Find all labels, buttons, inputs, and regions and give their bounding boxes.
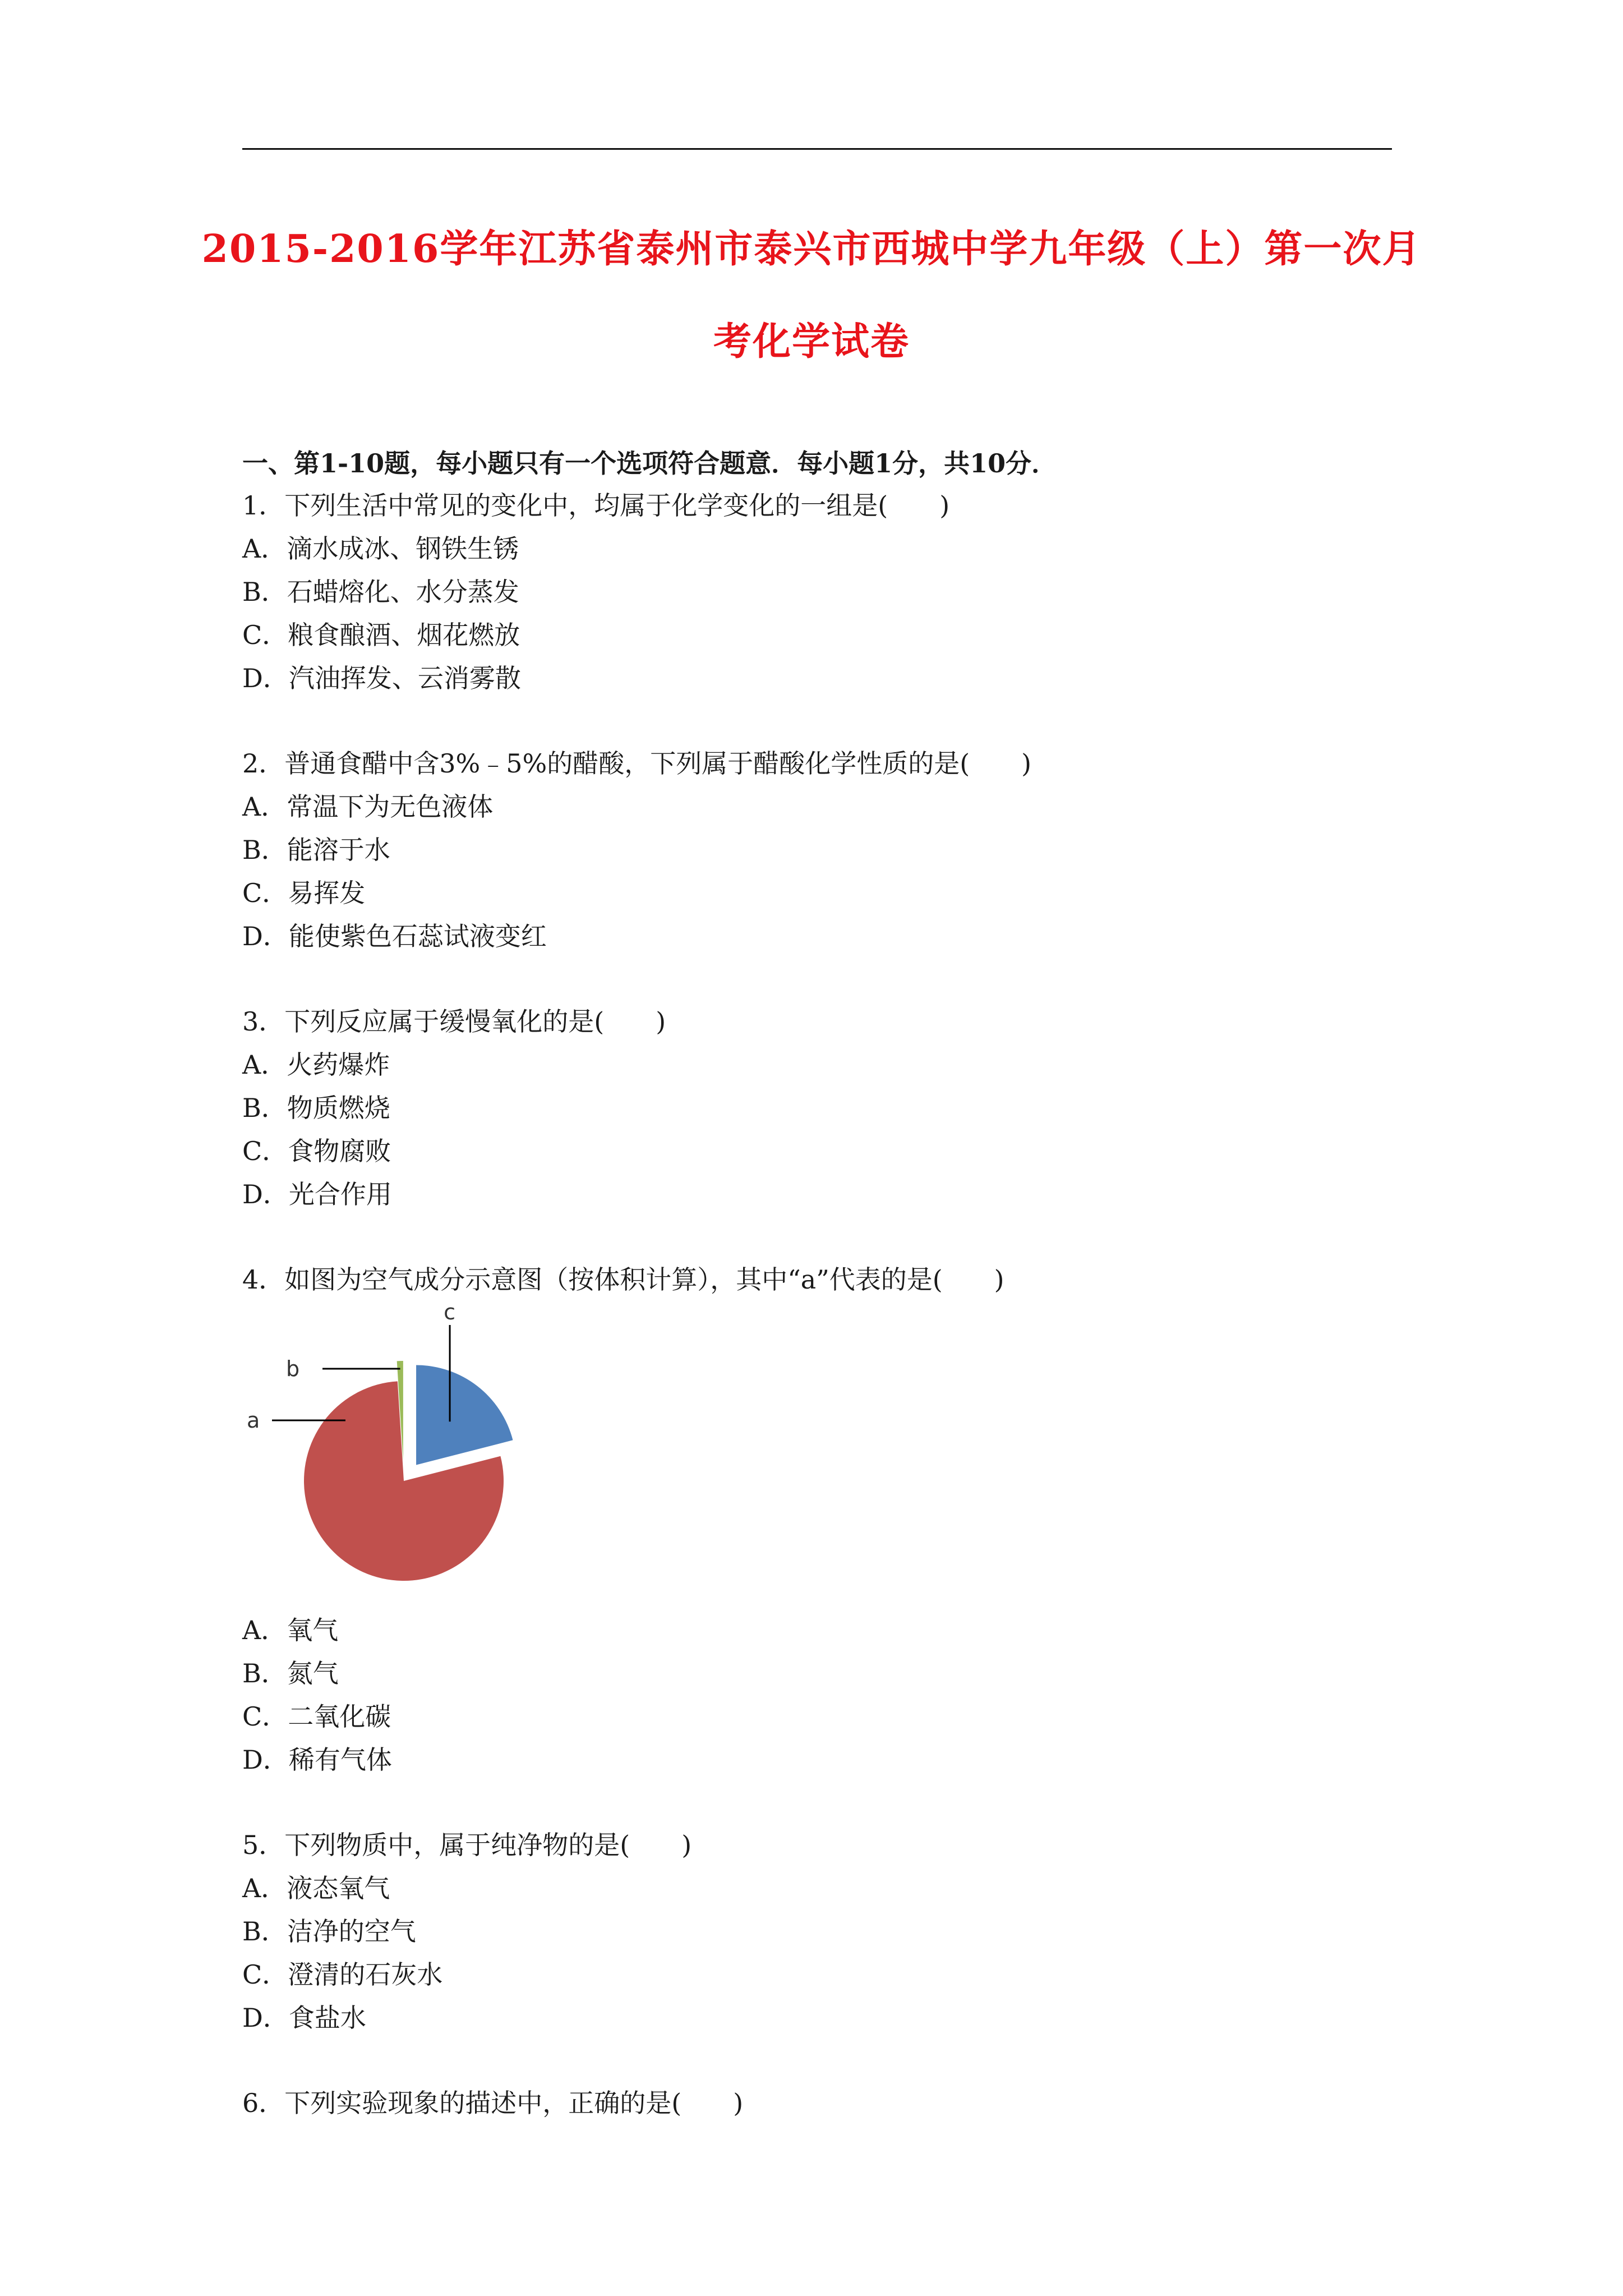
question-6-stem: 6．下列实验现象的描述中，正确的是( ) xyxy=(242,2088,744,2118)
pie-label-b: b xyxy=(286,1356,300,1381)
question-1-option-b: B．石蜡熔化、水分蒸发 xyxy=(242,577,519,607)
air-composition-pie-chart xyxy=(236,1296,550,1599)
question-4-option-a: A．氧气 xyxy=(242,1615,339,1645)
question-1-option-d: D．汽油挥发、云消雾散 xyxy=(242,663,521,693)
pie-label-c: c xyxy=(444,1300,455,1324)
question-4-option-d: D．稀有气体 xyxy=(242,1745,392,1775)
question-5-option-a: A．液态氧气 xyxy=(242,1873,390,1903)
page-title-line2: 考化学试卷 xyxy=(713,319,910,364)
question-5-option-d: D．食盐水 xyxy=(242,2003,366,2033)
question-1-option-c: C．粮食酿酒、烟花燃放 xyxy=(242,620,520,650)
question-3-stem: 3．下列反应属于缓慢氧化的是( ) xyxy=(242,1006,666,1037)
question-1-stem: 1．下列生活中常见的变化中，均属于化学变化的一组是( ) xyxy=(242,490,950,521)
pie-slices xyxy=(304,1361,513,1581)
question-2-option-a: A．常温下为无色液体 xyxy=(242,792,494,822)
question-4-stem: 4．如图为空气成分示意图（按体积计算），其中“a”代表的是( ) xyxy=(242,1264,1004,1295)
question-3-option-b: B．物质燃烧 xyxy=(242,1093,390,1123)
question-2-stem: 2．普通食醋中含3%﹣5%的醋酸，下列属于醋酸化学性质的是( ) xyxy=(242,748,1032,779)
question-1-option-a: A．滴水成冰、钢铁生锈 xyxy=(242,533,519,564)
section-heading: 一、第1-10题，每小题只有一个选项符合题意．每小题1分，共10分． xyxy=(242,448,1058,478)
question-5-option-c: C．澄清的石灰水 xyxy=(242,1959,443,1990)
pie-slice-c xyxy=(416,1365,513,1465)
pie-label-a: a xyxy=(247,1408,260,1433)
question-3-option-d: D．光合作用 xyxy=(242,1179,392,1209)
question-3-option-a: A．火药爆炸 xyxy=(242,1050,390,1080)
question-2-option-b: B．能溶于水 xyxy=(242,835,390,865)
question-2-option-c: C．易挥发 xyxy=(242,878,366,908)
question-5-option-b: B．洁净的空气 xyxy=(242,1916,416,1947)
question-3-option-c: C．食物腐败 xyxy=(242,1136,391,1166)
question-2-option-d: D．能使紫色石蕊试液变红 xyxy=(242,921,547,951)
page-title-line1: 2015-2016学年江苏省泰州市泰兴市西城中学九年级（上）第一次月 xyxy=(201,227,1422,272)
question-4-option-c: C．二氧化碳 xyxy=(242,1701,391,1732)
header-rule xyxy=(242,148,1392,150)
question-4-option-b: B．氮气 xyxy=(242,1658,339,1688)
question-5-stem: 5．下列物质中，属于纯净物的是( ) xyxy=(242,1830,692,1860)
